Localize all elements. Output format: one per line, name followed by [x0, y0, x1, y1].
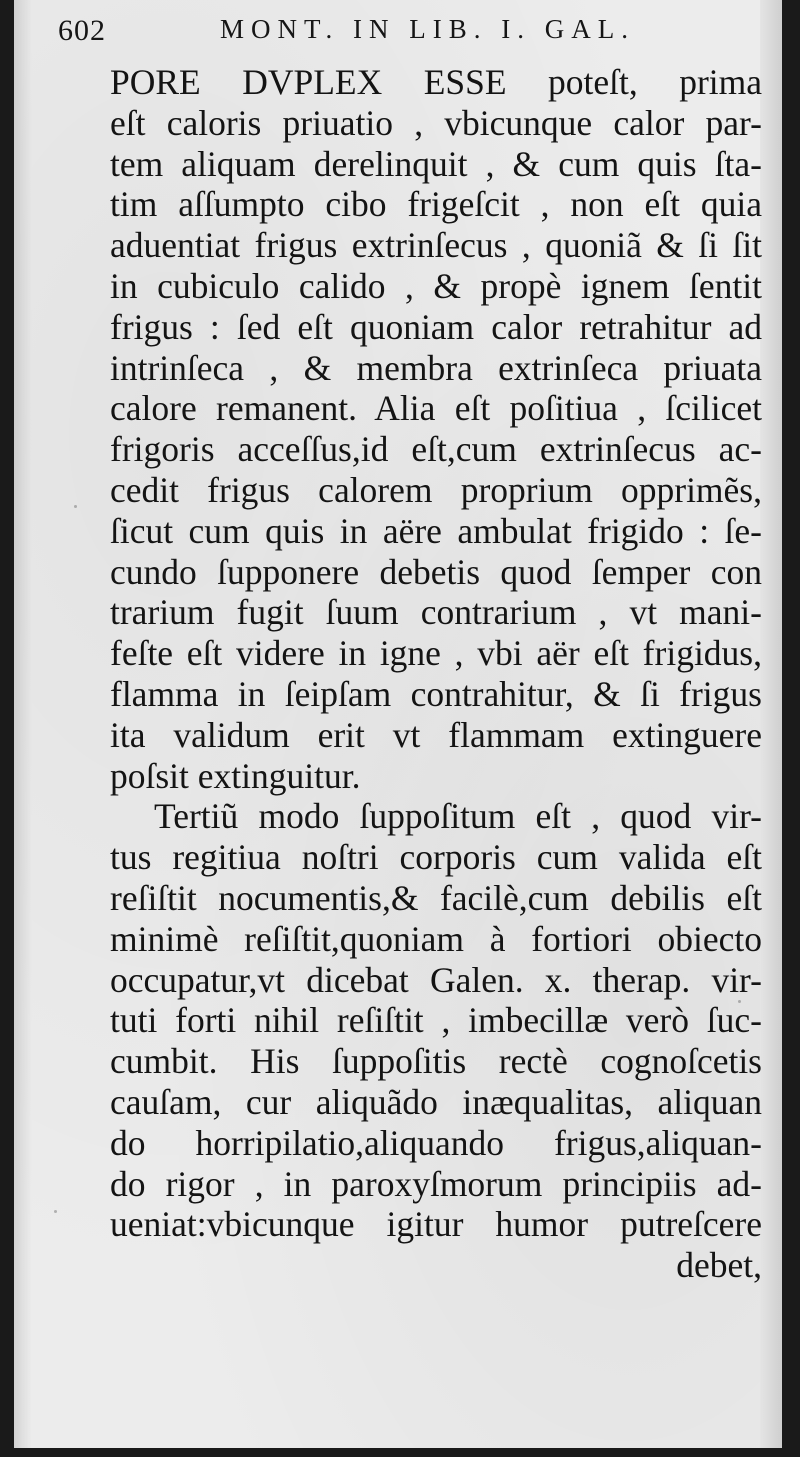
text-line: tem aliquam derelinquit , & cum quis ſta- — [110, 143, 762, 184]
text-line: frigus : ſed eſt quoniam calor retrahitur ad — [110, 306, 762, 347]
text-line: frigoris acceſſus,id eſt,cum extrinſecus ac- — [110, 429, 762, 470]
ink-speck — [74, 505, 77, 508]
text-line: tus regitiua noſtri corporis cum valida eſt — [110, 837, 762, 878]
text-line: poſsit extinguitur. — [110, 755, 361, 796]
text-line: flamma in ſeipſam contrahitur, & ſi frigus — [110, 673, 762, 714]
text-line: eſt caloris priuatio , vbicunque calor par- — [110, 102, 762, 143]
text-line: intrinſeca , & membra extrinſeca priuata — [110, 347, 762, 388]
ink-speck — [738, 1000, 741, 1003]
text-line: do rigor , in paroxyſmorum principiis ad- — [110, 1163, 762, 1204]
text-line: ueniat:vbicunque igitur humor putreſcere — [110, 1204, 762, 1245]
page-number: 602 — [58, 14, 106, 47]
text-line: minimè reſiſtit,quoniam à fortiori obiecto — [110, 918, 762, 959]
running-title: MONT. IN LIB. I. GAL. — [220, 14, 635, 44]
text-line: tuti forti nihil reſiſtit , imbecillæ verò ſuc- — [110, 1000, 762, 1041]
text-line: ita validum erit vt flammam extinguere — [110, 714, 762, 755]
text-line: tim aſſumpto cibo frigeſcit , non eſt quia — [110, 184, 762, 225]
paragraph-first-line: Tertiũ modo ſuppoſitum eſt , quod vir- — [154, 796, 762, 837]
ink-speck — [54, 1210, 57, 1213]
body-text — [110, 62, 762, 1286]
text-line: in cubiculo calido , & propè ignem ſentit — [110, 265, 762, 306]
text-line: feſte eſt videre in igne , vbi aër eſt frigidus, — [110, 633, 762, 674]
text-line: occupatur,vt dicebat Galen. x. therap. vir- — [110, 959, 762, 1000]
running-head — [58, 8, 778, 52]
text-line: reſiſtit nocumentis,& facilè,cum debilis eſt — [110, 877, 762, 918]
text-line: do horripilatio,aliquando frigus,aliquan- — [110, 1122, 762, 1163]
page-edge — [760, 0, 782, 1448]
text-line: trarium fugit ſuum contrarium , vt mani- — [110, 592, 762, 633]
book-page — [14, 0, 782, 1448]
text-line: aduentiat frigus extrinſecus , quoniã & ſi ſit — [110, 225, 762, 266]
text-line: calore remanent. Alia eſt poſitiua , ſcilicet — [110, 388, 762, 429]
text-line: PORE DVPLEX ESSE poteſt, prima — [110, 62, 762, 102]
text-line: cumbit. His ſuppoſitis rectè cognoſcetis — [110, 1041, 762, 1082]
text-line: cedit frigus calorem proprium opprimẽs, — [110, 469, 762, 510]
text-line: cauſam, cur aliquãdo inæqualitas, aliquan — [110, 1081, 762, 1122]
text-line: ſicut cum quis in aëre ambulat frigido : ſe- — [110, 510, 762, 551]
catchword: debet, — [676, 1245, 762, 1286]
text-line: cundo ſupponere debetis quod ſemper con — [110, 551, 762, 592]
